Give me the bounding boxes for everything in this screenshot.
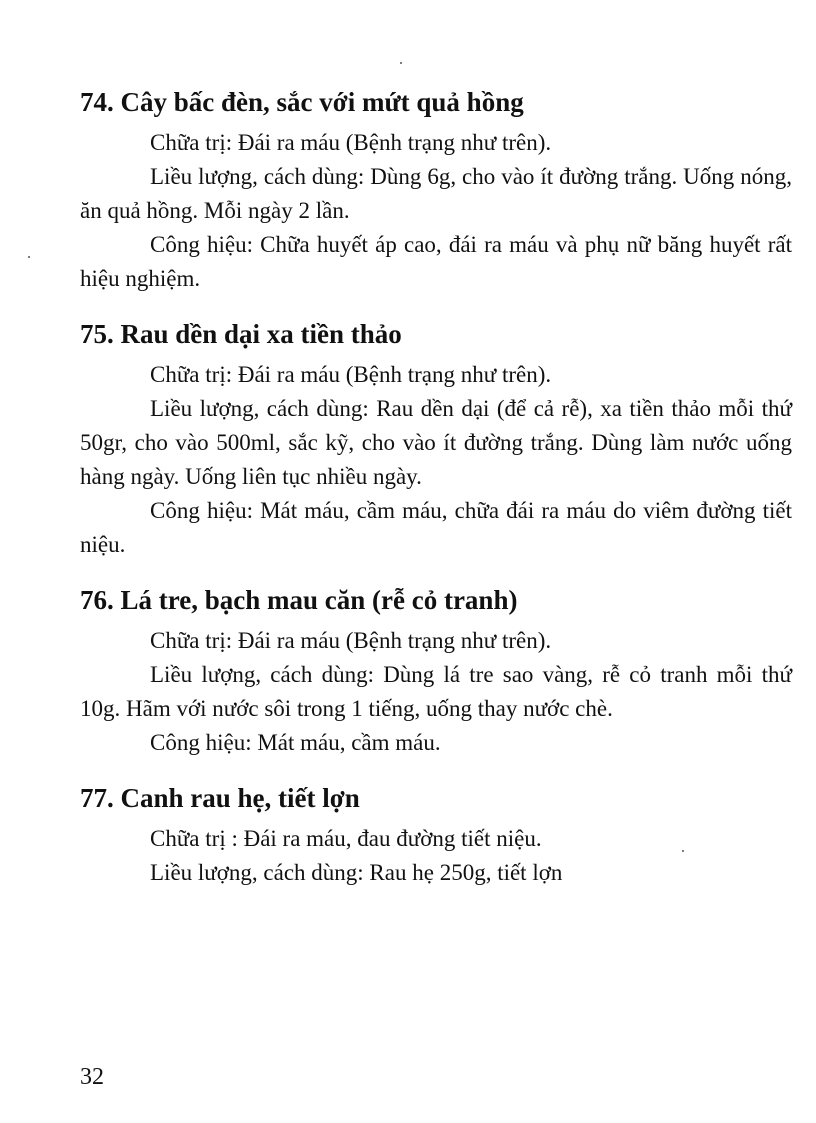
recipe-dosage: Liều lượng, cách dùng: Dùng 6g, cho vào ít đường trắng. Uống nóng, ăn quả hồng. Mỗi ngày 2 lần. [80,164,792,223]
recipe-dosage: Liều lượng, cách dùng: Rau hẹ 250g, tiết lợn [150,860,563,885]
recipe-heading: 74. Cây bấc đèn, sắc với mứt quả hồng [80,87,524,117]
recipe-effect: Công hiệu: Mát máu, cầm máu, chữa đái ra máu do viêm đường tiết niệu. [80,498,792,557]
page-content [80,84,792,910]
recipe-effect: Công hiệu: Mát máu, cầm máu. [150,730,441,755]
recipe-heading: 76. Lá tre, bạch mau căn (rễ cỏ tranh) [80,585,518,615]
recipe-heading: 75. Rau dền dại xa tiền thảo [80,319,402,349]
recipe-74 [80,84,792,296]
recipe-heading: 77. Canh rau hẹ, tiết lợn [80,783,360,813]
recipe-indication: Chữa trị: Đái ra máu (Bệnh trạng như trên). [150,130,552,155]
recipe-76 [80,582,792,760]
recipe-indication: Chữa trị : Đái ra máu, đau đường tiết niệu. [150,826,542,851]
page-number: 32 [80,1064,104,1090]
recipe-75 [80,316,792,562]
scan-speck [400,62,402,64]
recipe-dosage: Liều lượng, cách dùng: Dùng lá tre sao vàng, rễ cỏ tranh mỗi thứ 10g. Hãm với nước sôi trong 1 tiếng, uống thay nước chè. [80,662,792,721]
recipe-indication: Chữa trị: Đái ra máu (Bệnh trạng như trên). [150,628,552,653]
recipe-77 [80,780,792,890]
recipe-dosage: Liều lượng, cách dùng: Rau dền dại (để cả rễ), xa tiền thảo mỗi thứ 50gr, cho vào 500ml, sắc kỹ, cho vào ít đường trắng. Dùng làm nước uống hàng ngày. Uống liên tục nhiều ngày. [80,396,792,489]
recipe-indication: Chữa trị: Đái ra máu (Bệnh trạng như trên). [150,362,552,387]
scan-speck [28,256,30,258]
recipe-effect: Công hiệu: Chữa huyết áp cao, đái ra máu và phụ nữ băng huyết rất hiệu nghiệm. [80,232,792,291]
